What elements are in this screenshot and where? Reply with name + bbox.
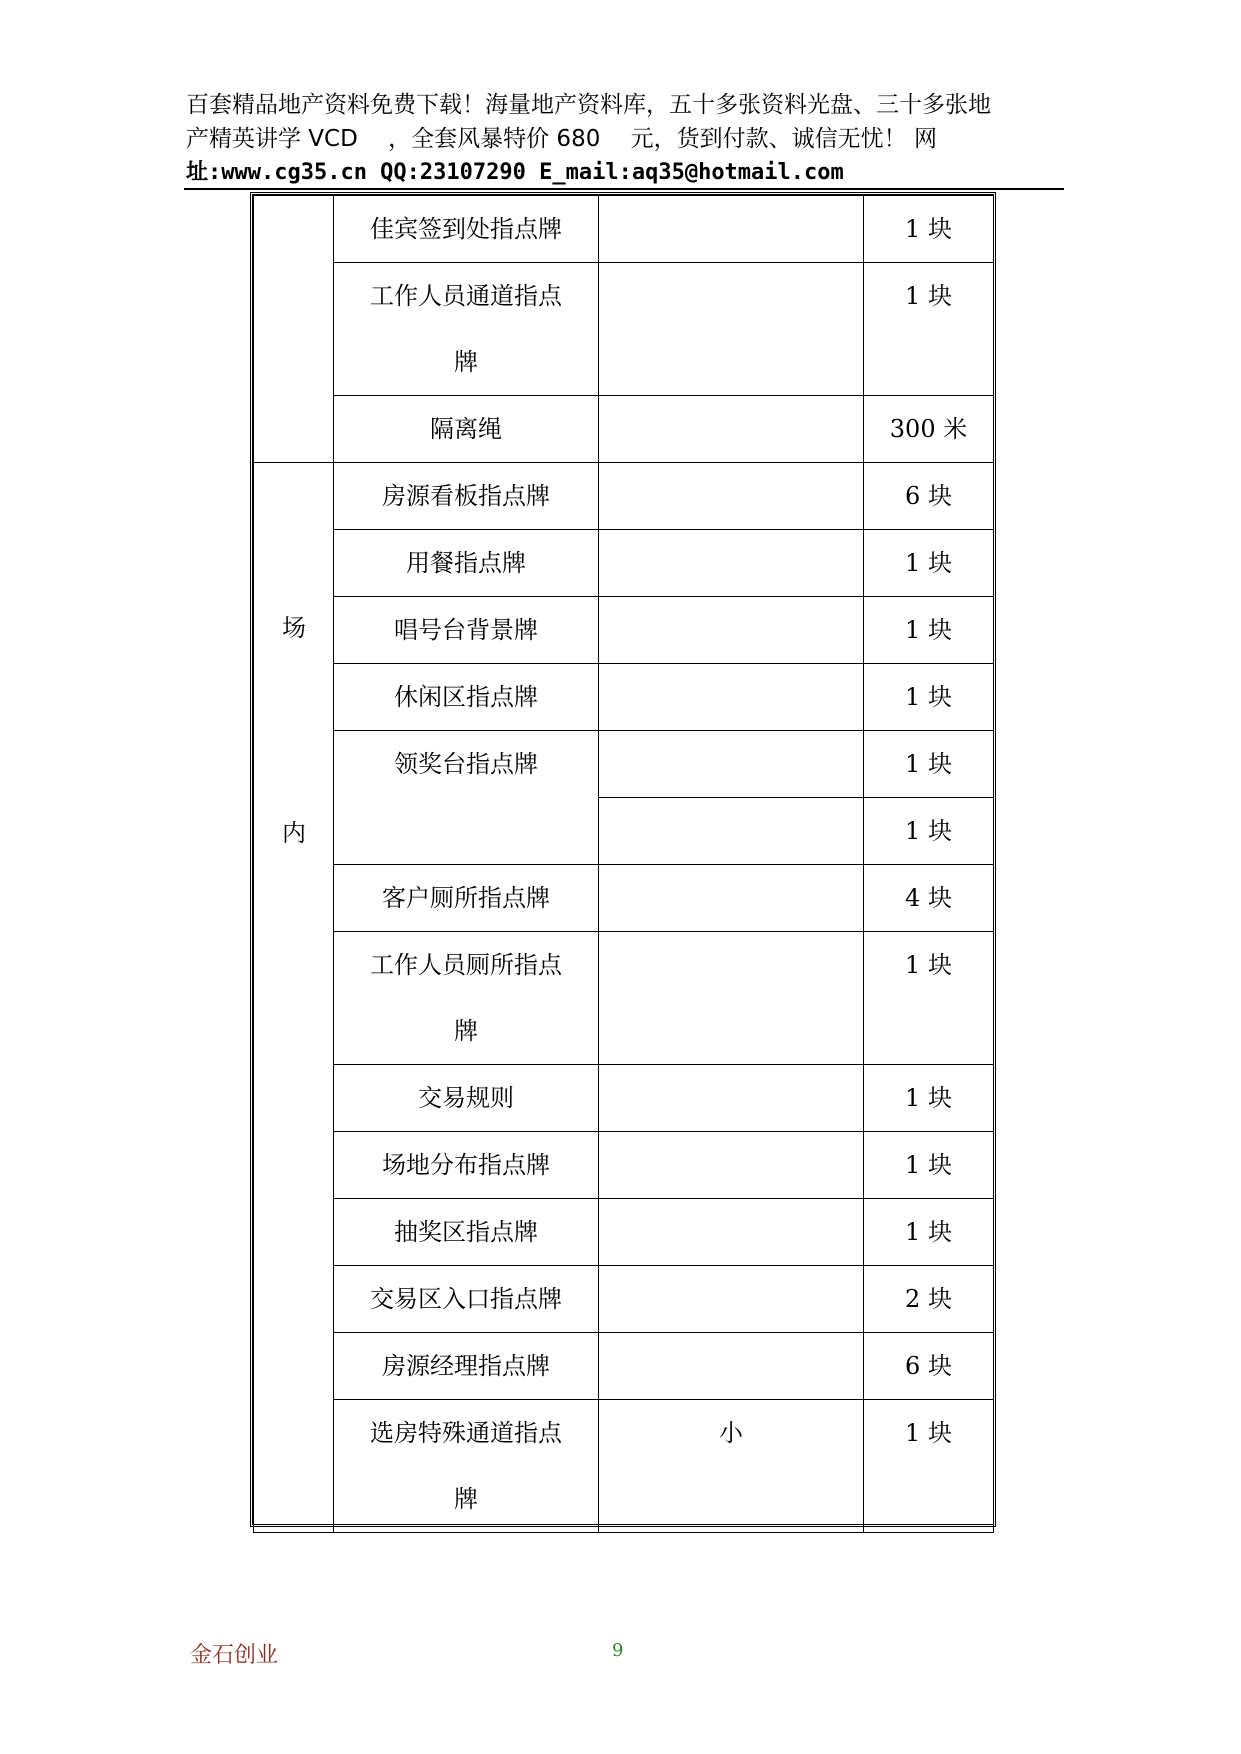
table-row: [254, 1400, 994, 1533]
table-row: [254, 865, 994, 932]
item-name: 佳宾签到处指点牌: [334, 196, 599, 263]
item-qty: 1 块: [864, 664, 994, 731]
item-name-line2: 牌: [454, 1485, 478, 1513]
table-row: [254, 463, 994, 530]
item-name-line2: 牌: [454, 348, 478, 376]
item-name: 休闲区指点牌: [334, 664, 599, 731]
table-row: [254, 396, 994, 463]
item-note: [599, 1132, 864, 1199]
item-name-line1: 选房特殊通道指点: [370, 1419, 562, 1447]
item-name: 用餐指点牌: [334, 530, 599, 597]
table-row: [254, 196, 994, 263]
item-qty: 1 块: [864, 1132, 994, 1199]
item-qty: 300 米: [864, 396, 994, 463]
item-qty: 1 块: [864, 798, 994, 865]
item-qty: 1 块: [864, 1400, 994, 1533]
item-name: [334, 1400, 599, 1533]
signage-table: [250, 192, 996, 1527]
item-name: [334, 263, 599, 396]
item-note: [599, 396, 864, 463]
item-note: [599, 932, 864, 1065]
item-name: 唱号台背景牌: [334, 597, 599, 664]
item-note: [599, 1065, 864, 1132]
item-name: 交易区入口指点牌: [334, 1266, 599, 1333]
footer-brand: 金石创业: [190, 1643, 279, 1668]
item-qty: 1 块: [864, 597, 994, 664]
item-qty: 1 块: [864, 1199, 994, 1266]
item-note: [599, 798, 864, 865]
table-row: [254, 731, 994, 798]
item-note: 小: [599, 1400, 864, 1533]
page-header: [186, 88, 1062, 190]
item-qty: 1 块: [864, 530, 994, 597]
item-note: [599, 664, 864, 731]
item-note: [599, 865, 864, 932]
item-name-line2: 牌: [454, 1017, 478, 1045]
item-name: 领奖台指点牌: [334, 731, 599, 865]
item-qty: 6 块: [864, 1333, 994, 1400]
item-name: 场地分布指点牌: [334, 1132, 599, 1199]
table-row: [254, 597, 994, 664]
header-rule: [184, 188, 1064, 190]
item-qty: 1 块: [864, 263, 994, 396]
table-row: [254, 664, 994, 731]
item-name: [334, 932, 599, 1065]
group-label-char-1: 场: [282, 614, 306, 642]
page-number: 9: [612, 1640, 624, 1661]
item-qty: 2 块: [864, 1266, 994, 1333]
item-note: [599, 1266, 864, 1333]
item-note: [599, 1333, 864, 1400]
table-row: [254, 1132, 994, 1199]
item-qty: 1 块: [864, 1065, 994, 1132]
table-row: [254, 1333, 994, 1400]
item-note: [599, 731, 864, 798]
item-name: 交易规则: [334, 1065, 599, 1132]
item-name-line1: 工作人员通道指点: [370, 282, 562, 310]
group-label-char-2: 内: [282, 819, 306, 847]
item-note: [599, 196, 864, 263]
group-cell-pre: [254, 196, 334, 463]
item-qty: 1 块: [864, 932, 994, 1065]
table-row: [254, 932, 994, 1065]
item-qty: 4 块: [864, 865, 994, 932]
item-name: 隔离绳: [334, 396, 599, 463]
table-row: [254, 1266, 994, 1333]
table-row: [254, 1065, 994, 1132]
item-note: [599, 463, 864, 530]
item-name: 房源看板指点牌: [334, 463, 599, 530]
item-note: [599, 1199, 864, 1266]
item-name: 客户厕所指点牌: [334, 865, 599, 932]
header-line-2: 产精英讲学 VCD ，全套风暴特价 680 元，货到付款、诚信无忧！ 网: [186, 126, 937, 152]
item-note: [599, 263, 864, 396]
item-name-line1: 工作人员厕所指点: [370, 951, 562, 979]
header-line-1: 百套精品地产资料免费下载！海量地产资料库，五十多张资料光盘、三十多张地: [186, 92, 991, 118]
table-row: [254, 263, 994, 396]
item-qty: 6 块: [864, 463, 994, 530]
item-note: [599, 597, 864, 664]
item-name: 房源经理指点牌: [334, 1333, 599, 1400]
table-row: [254, 1199, 994, 1266]
group-cell-onsite: [254, 463, 334, 1533]
header-line-3: 址:www.cg35.cn QQ:23107290 E_mail:aq35@hotmail.com: [186, 160, 844, 185]
item-name: 抽奖区指点牌: [334, 1199, 599, 1266]
item-qty: 1 块: [864, 731, 994, 798]
table-row: [254, 530, 994, 597]
item-qty: 1 块: [864, 196, 994, 263]
item-note: [599, 530, 864, 597]
